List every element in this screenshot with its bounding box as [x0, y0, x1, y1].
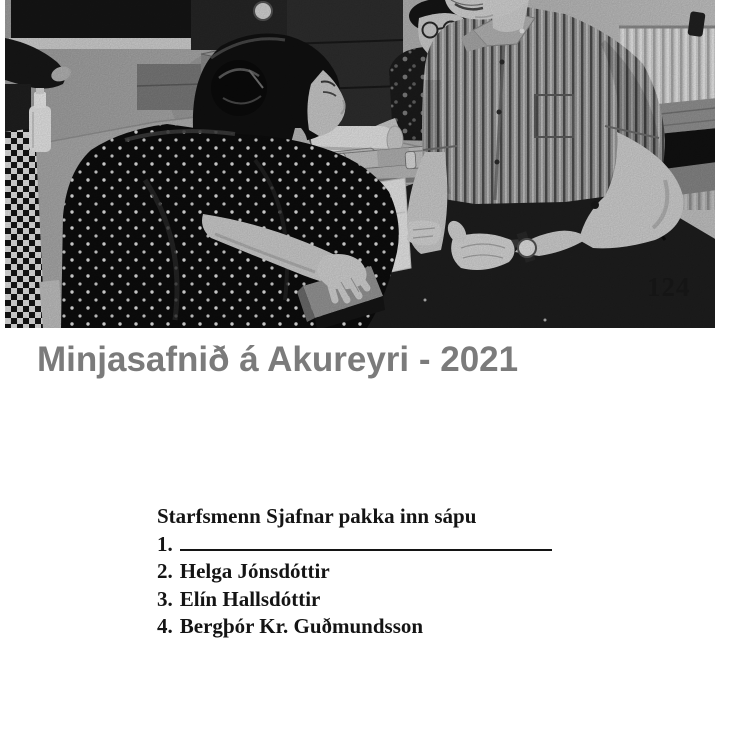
- caption-item-4: [157, 613, 552, 641]
- photo-illustration: [5, 0, 715, 328]
- caption-item-2: [157, 558, 552, 586]
- caption-block: [157, 503, 552, 641]
- page-title: Minjasafnið á Akureyri - 2021: [37, 340, 519, 379]
- item-number: 4.: [157, 614, 173, 638]
- item-number: 1.: [157, 531, 173, 556]
- item-number: 2.: [157, 559, 173, 583]
- item-name: Elín Hallsdóttir: [179, 586, 321, 611]
- photo-number: 124: [647, 272, 691, 302]
- caption-item-3: [157, 586, 552, 614]
- caption-item-1: [157, 531, 552, 559]
- blank-answer-line: [180, 531, 552, 551]
- caption-title: Starfsmenn Sjafnar pakka inn sápu: [157, 504, 477, 528]
- item-name: Bergþór Kr. Guðmundsson: [179, 614, 424, 638]
- item-number: 3.: [157, 586, 173, 611]
- item-name: Helga Jónsdóttir: [179, 559, 330, 583]
- film-grain-overlay: [5, 0, 715, 328]
- archival-photograph: [5, 0, 715, 328]
